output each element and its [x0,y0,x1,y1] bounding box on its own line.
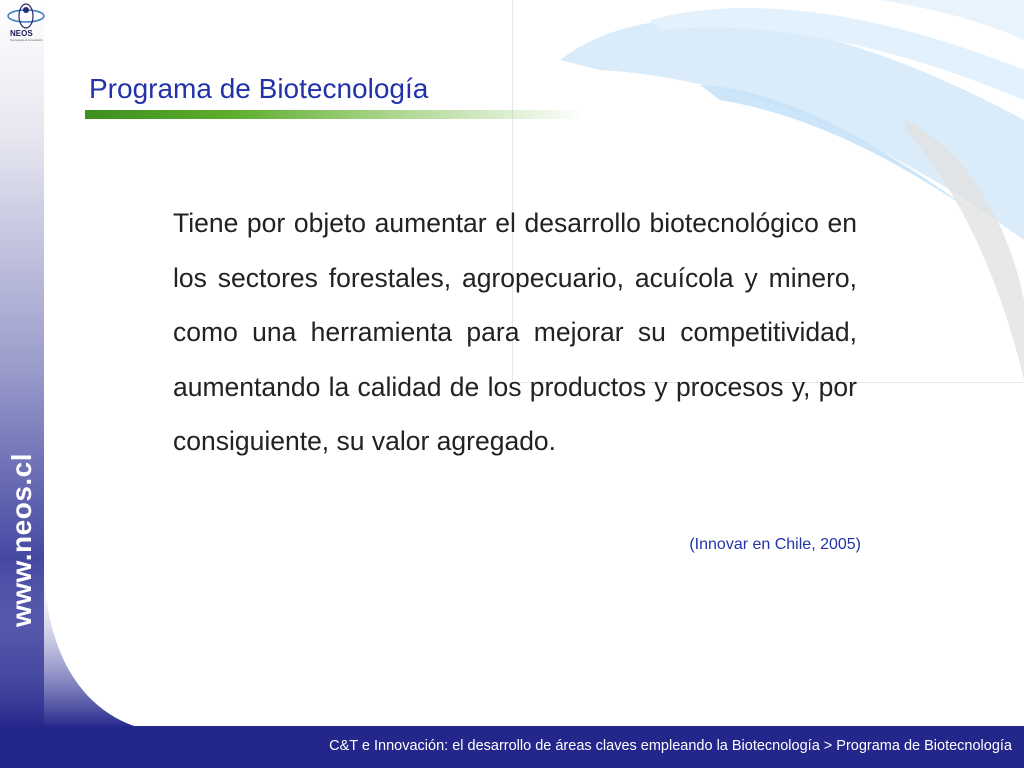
citation: (Innovar en Chile, 2005) [689,536,861,553]
logo-subtext: Tecnología & Innovación [10,38,43,42]
footer-breadcrumb: C&T e Innovación: el desarrollo de áreas claves empleando la Biotecnología > Programa de Biotecnología [329,738,1012,754]
neos-logo [4,2,48,46]
website-label: www.neos.cl [6,452,37,628]
body-paragraph: Tiene por objeto aumentar el desarrollo biotecnológico en los sectores forestales, agropecuario, acuícola y minero, como una herramienta para mejorar su competitividad, aumentando la calidad de los productos y procesos y, por consiguiente, su valor agregado. [173,208,857,456]
globe-icon [4,2,48,32]
footer-bar [0,726,1024,768]
logo-text: NEOS [10,29,33,38]
slide-title: Programa de Biotecnología [89,73,429,104]
title-underline [85,110,585,119]
